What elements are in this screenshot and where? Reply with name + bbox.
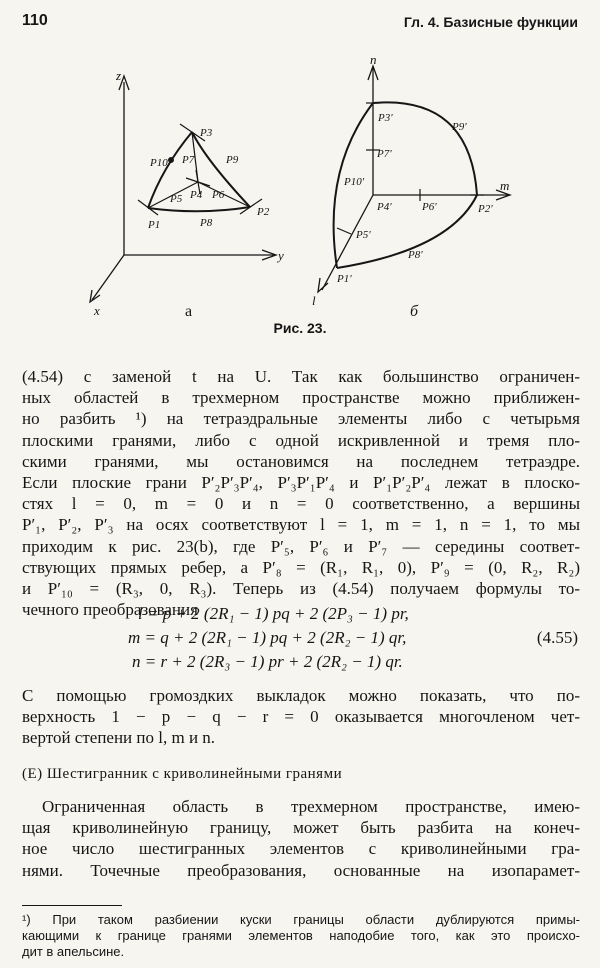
text-line: но разбить ¹) на тетраэдральные элементы либо с четырьмя — [22, 409, 580, 429]
figure-23 — [0, 40, 600, 325]
panel-a-diagram — [90, 76, 276, 302]
point-label: P3' — [378, 112, 393, 124]
axis-label-n: n — [370, 52, 377, 67]
point-label: P5' — [356, 229, 371, 241]
point-label: P7' — [377, 148, 392, 160]
footnote-rule — [22, 905, 122, 906]
axis-label-x: x — [94, 303, 100, 318]
panel-a-label: а — [185, 303, 193, 320]
text-line: (4.54) с заменой t на U. Так как большинство ограничен- — [22, 367, 580, 386]
text-line: приходим к рис. 23(b), где P′₅, P′₆ и P′₇ — середины соответ- — [22, 536, 580, 556]
text-line: Ограниченная область в трехмерном пространстве, имею- — [42, 797, 580, 816]
panel-b-labels — [312, 52, 509, 320]
text-line: стях l = 0, m = 0 и n = 0 соответственно, а вершины — [22, 494, 580, 514]
panel-a-labels — [93, 68, 284, 320]
point-label: P1' — [337, 273, 352, 285]
paragraph-1 — [22, 366, 580, 620]
panel-b-label: б — [410, 303, 419, 320]
text-line: вертой степени по l, m и n. — [22, 728, 216, 748]
axis-label-m: m — [500, 178, 510, 193]
text-line: ное число шестигранных элементов с криволинейными гра- — [22, 839, 580, 859]
text-line: скими гранями, мы остановимся на последнем тетраэдре. — [22, 451, 580, 471]
footnote — [22, 912, 580, 960]
footnote-line: дит в апельсине. — [22, 944, 125, 959]
point-label: P9 — [226, 154, 239, 166]
equation-number: (4.55) — [536, 628, 578, 647]
point-label: P7 — [182, 154, 195, 166]
point-label: P10 — [150, 157, 168, 169]
footnote-line: кающими к границе гранями элементов наподобие того, как это происхо- — [22, 928, 580, 943]
equation-line: l = p + 2 (2R₁ − 1) pq + 2 (2P₃ − 1) pr, — [138, 604, 409, 623]
axis-label-y: y — [278, 248, 284, 263]
text-line: С помощью громоздких выкладок можно показать, что по- — [22, 686, 580, 705]
equation-line: n = r + 2 (2R₃ − 1) pr + 2 (2R₂ − 1) qr. — [132, 652, 403, 671]
point-label: P5 — [170, 193, 183, 205]
text-line: нями. Точечные преобразования, основанные на изопарамет- — [22, 860, 580, 880]
point-label: P10' — [344, 176, 365, 188]
running-title: Гл. 4. Базисные функции — [403, 14, 578, 30]
text-line: плоскими гранями, либо с одной искривленной и тремя пло- — [22, 430, 580, 450]
point-label: P4 — [190, 189, 203, 201]
text-line: ных областей в трехмерном пространстве можно приближен- — [22, 388, 580, 408]
point-label: P9' — [452, 121, 467, 133]
text-line: Если плоские грани P′₂P′₃P′₄, P′₃P′₁P′₄ и P′₁P′₂P′₄ лежат в плоско- — [22, 472, 580, 492]
point-label: P8 — [200, 217, 213, 229]
text-line: чечного преобразования — [22, 600, 198, 620]
x-axis — [92, 255, 124, 300]
point-label: P2' — [478, 203, 493, 215]
point-label: P4' — [377, 201, 392, 213]
paragraph-3 — [22, 796, 580, 881]
equation-line: m = q + 2 (2R₁ − 1) pq + 2 (2R₂ − 1) qr, — [128, 628, 407, 647]
text-line: и P′₁₀ = (R₃, 0, R₃). Теперь из (4.54) получаем формулы то- — [22, 578, 580, 598]
section-heading: (E) Шестигранник с криволинейными гранями — [22, 766, 343, 782]
axis-label-z: z — [116, 68, 122, 83]
figure-caption: Рис. 23. — [273, 320, 327, 336]
point-label: P8' — [408, 249, 423, 261]
point-label: P6 — [212, 189, 225, 201]
text-line: ствующих прямых ребер, а P′₈ = (R₁, R₁, 0), P′₉ = (0, R₂, R₂) — [22, 557, 580, 577]
paragraph-2 — [22, 685, 580, 749]
edge-p1-p2 — [148, 207, 250, 211]
text-line: щая криволинейную границу, может быть разбита на конеч- — [22, 818, 580, 838]
text-line: верхность 1 − p − q − r = 0 оказывается многочленом чет- — [22, 707, 580, 727]
point-label: P1 — [148, 219, 161, 231]
point-label: P3 — [200, 127, 213, 139]
point-label: P6' — [422, 201, 437, 213]
footnote-line: ¹) При таком разбиении куски границы области дублируются примы- — [22, 912, 580, 927]
text-line: P′₁, P′₂, P′₃ на осях соответствуют l = 1, m = 1, n = 1, то мы — [22, 515, 580, 535]
axis-label-l: l — [312, 293, 316, 308]
page-number: 110 — [22, 12, 48, 29]
point-label: P2 — [257, 206, 270, 218]
